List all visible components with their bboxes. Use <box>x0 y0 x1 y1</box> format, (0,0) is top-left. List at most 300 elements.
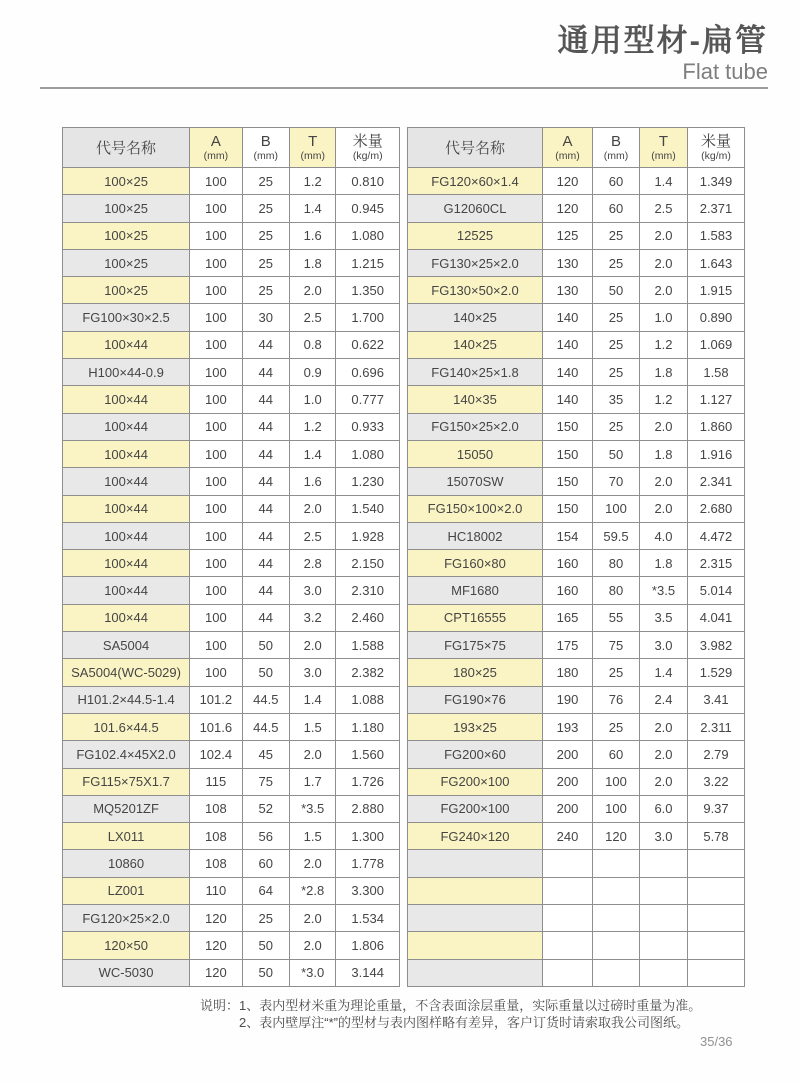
cell-code-name: MF1680 <box>408 577 543 604</box>
cell-code-name: 100×25 <box>63 222 190 249</box>
table-row <box>63 277 400 304</box>
cell-weight: 0.696 <box>336 359 400 386</box>
cell-weight <box>688 850 745 877</box>
cell-b: 25 <box>242 277 289 304</box>
cell-weight: 0.933 <box>336 413 400 440</box>
table-row <box>63 550 400 577</box>
cell-code-name: 15070SW <box>408 468 543 495</box>
cell-a: 100 <box>190 440 242 467</box>
cell-b: 59.5 <box>593 522 640 549</box>
cell-t: 1.8 <box>640 359 688 386</box>
table-row <box>63 959 400 986</box>
cell-weight: 3.982 <box>688 632 745 659</box>
cell-weight: 0.777 <box>336 386 400 413</box>
cell-code-name: HC18002 <box>408 522 543 549</box>
cell-b: 75 <box>593 632 640 659</box>
cell-code-name: 100×44 <box>63 550 190 577</box>
table-row <box>63 222 400 249</box>
cell-code-name <box>408 905 543 932</box>
cell-b <box>593 877 640 904</box>
cell-b: 25 <box>593 249 640 276</box>
cell-t: 1.7 <box>290 768 336 795</box>
cell-a: 140 <box>543 304 593 331</box>
cell-weight: 1.088 <box>336 686 400 713</box>
cell-t: 2.0 <box>640 277 688 304</box>
cell-a: 120 <box>190 932 242 959</box>
cell-a: 160 <box>543 550 593 577</box>
cell-b: 70 <box>593 468 640 495</box>
cell-t: 1.2 <box>290 168 336 195</box>
cell-t: 3.0 <box>640 823 688 850</box>
cell-weight: 2.79 <box>688 741 745 768</box>
cell-weight: 3.22 <box>688 768 745 795</box>
cell-code-name: 140×25 <box>408 331 543 358</box>
cell-weight: 1.916 <box>688 440 745 467</box>
column-header-code-name: 代号名称 <box>63 128 190 168</box>
page-title-block <box>558 24 768 85</box>
cell-t: 1.2 <box>640 386 688 413</box>
column-header-weight: 米量 (kg/m) <box>336 128 400 168</box>
cell-t: 1.4 <box>640 168 688 195</box>
table-row <box>408 440 745 467</box>
cell-b: 50 <box>593 277 640 304</box>
column-header-b: B (mm) <box>593 128 640 168</box>
cell-a: 100 <box>190 195 242 222</box>
cell-t: 1.8 <box>640 440 688 467</box>
cell-t: 2.0 <box>290 741 336 768</box>
cell-b: 44 <box>242 331 289 358</box>
cell-code-name: FG140×25×1.8 <box>408 359 543 386</box>
table-row <box>63 877 400 904</box>
table-row <box>408 932 745 959</box>
table-row <box>63 659 400 686</box>
table-row <box>63 850 400 877</box>
cell-weight: 1.58 <box>688 359 745 386</box>
cell-code-name: FG102.4×45X2.0 <box>63 741 190 768</box>
cell-t: 1.0 <box>290 386 336 413</box>
cell-weight: 0.810 <box>336 168 400 195</box>
cell-code-name: SA5004(WC-5029) <box>63 659 190 686</box>
cell-weight: 1.529 <box>688 659 745 686</box>
table-row <box>408 795 745 822</box>
cell-t: 2.0 <box>290 632 336 659</box>
cell-code-name: LX011 <box>63 823 190 850</box>
table-row <box>408 168 745 195</box>
cell-t: 1.6 <box>290 222 336 249</box>
cell-weight: 1.080 <box>336 440 400 467</box>
cell-weight: 1.700 <box>336 304 400 331</box>
cell-code-name: FG160×80 <box>408 550 543 577</box>
cell-code-name: FG175×75 <box>408 632 543 659</box>
cell-weight: 5.014 <box>688 577 745 604</box>
cell-b <box>593 905 640 932</box>
cell-weight: 5.78 <box>688 823 745 850</box>
cell-weight: 1.230 <box>336 468 400 495</box>
table-row <box>63 604 400 631</box>
cell-b: 25 <box>593 331 640 358</box>
cell-code-name: G12060CL <box>408 195 543 222</box>
table-row <box>408 959 745 986</box>
cell-a: 140 <box>543 331 593 358</box>
column-header-a: A (mm) <box>543 128 593 168</box>
cell-a: 150 <box>543 440 593 467</box>
cell-b: 60 <box>242 850 289 877</box>
table-header-row <box>63 128 400 168</box>
cell-code-name: FG120×25×2.0 <box>63 905 190 932</box>
cell-t: 2.8 <box>290 550 336 577</box>
cell-a: 108 <box>190 795 242 822</box>
cell-b: 100 <box>593 495 640 522</box>
cell-t: 2.0 <box>640 413 688 440</box>
cell-weight: 0.622 <box>336 331 400 358</box>
table-row <box>63 386 400 413</box>
column-header-b: B (mm) <box>242 128 289 168</box>
cell-a: 154 <box>543 522 593 549</box>
cell-code-name: 101.6×44.5 <box>63 713 190 740</box>
cell-a: 100 <box>190 659 242 686</box>
cell-a: 130 <box>543 249 593 276</box>
cell-b <box>593 959 640 986</box>
cell-b: 120 <box>593 823 640 850</box>
cell-t: *2.8 <box>290 877 336 904</box>
cell-b: 25 <box>593 659 640 686</box>
cell-weight: 1.915 <box>688 277 745 304</box>
cell-t <box>640 959 688 986</box>
cell-weight: 1.080 <box>336 222 400 249</box>
cell-b: 55 <box>593 604 640 631</box>
table-row <box>408 905 745 932</box>
cell-code-name: FG240×120 <box>408 823 543 850</box>
cell-weight <box>688 905 745 932</box>
cell-t: 1.4 <box>640 659 688 686</box>
cell-code-name: 180×25 <box>408 659 543 686</box>
table-row <box>408 768 745 795</box>
cell-t: 2.0 <box>640 468 688 495</box>
cell-b: 64 <box>242 877 289 904</box>
cell-weight: 1.540 <box>336 495 400 522</box>
cell-code-name: CPT16555 <box>408 604 543 631</box>
table-row <box>408 659 745 686</box>
spec-tables <box>62 127 745 987</box>
cell-t: 3.0 <box>290 577 336 604</box>
cell-t <box>640 877 688 904</box>
cell-t: 2.0 <box>640 741 688 768</box>
page-title: 通用型材-扁管 <box>557 23 768 58</box>
cell-a: 140 <box>543 359 593 386</box>
cell-a: 200 <box>543 768 593 795</box>
cell-a: 180 <box>543 659 593 686</box>
table-row <box>63 823 400 850</box>
cell-code-name: 120×50 <box>63 932 190 959</box>
cell-t: 3.0 <box>290 659 336 686</box>
table-row <box>63 249 400 276</box>
cell-code-name: 100×44 <box>63 386 190 413</box>
cell-b: 44 <box>242 604 289 631</box>
cell-code-name: FG200×100 <box>408 768 543 795</box>
cell-b: 50 <box>593 440 640 467</box>
cell-weight: 1.349 <box>688 168 745 195</box>
cell-t: 2.0 <box>290 495 336 522</box>
cell-code-name: 140×35 <box>408 386 543 413</box>
cell-t: 2.0 <box>640 222 688 249</box>
cell-t <box>640 932 688 959</box>
cell-code-name: FG200×100 <box>408 795 543 822</box>
cell-code-name: 100×44 <box>63 440 190 467</box>
table-header-row <box>408 128 745 168</box>
cell-b: 50 <box>242 959 289 986</box>
cell-a: 101.2 <box>190 686 242 713</box>
cell-b: 45 <box>242 741 289 768</box>
table-row <box>408 823 745 850</box>
cell-t: 1.4 <box>290 440 336 467</box>
cell-code-name: 100×44 <box>63 522 190 549</box>
cell-a <box>543 959 593 986</box>
cell-t: *3.5 <box>290 795 336 822</box>
table-row <box>408 249 745 276</box>
cell-code-name: FG120×60×1.4 <box>408 168 543 195</box>
cell-t <box>640 905 688 932</box>
cell-t <box>640 850 688 877</box>
cell-weight: 0.890 <box>688 304 745 331</box>
cell-weight: 1.180 <box>336 713 400 740</box>
cell-a: 190 <box>543 686 593 713</box>
cell-a: 120 <box>190 905 242 932</box>
header-divider <box>40 87 768 89</box>
cell-t: 2.0 <box>290 905 336 932</box>
cell-weight: 2.371 <box>688 195 745 222</box>
cell-b: 80 <box>593 550 640 577</box>
cell-a: 100 <box>190 168 242 195</box>
table-row <box>408 222 745 249</box>
cell-weight <box>688 959 745 986</box>
cell-code-name: FG130×25×2.0 <box>408 249 543 276</box>
cell-weight: 1.215 <box>336 249 400 276</box>
cell-a: 120 <box>543 168 593 195</box>
cell-t: 1.2 <box>290 413 336 440</box>
cell-b: 50 <box>242 632 289 659</box>
table-row <box>408 277 745 304</box>
cell-code-name: 193×25 <box>408 713 543 740</box>
cell-t: 0.8 <box>290 331 336 358</box>
table-row <box>63 632 400 659</box>
cell-code-name: LZ001 <box>63 877 190 904</box>
footnote-lines <box>239 997 701 1031</box>
cell-t: 1.6 <box>290 468 336 495</box>
table-row <box>408 686 745 713</box>
cell-code-name: 100×44 <box>63 331 190 358</box>
table-row <box>408 304 745 331</box>
cell-a: 150 <box>543 468 593 495</box>
cell-code-name: 100×44 <box>63 577 190 604</box>
cell-a: 101.6 <box>190 713 242 740</box>
cell-weight: 1.069 <box>688 331 745 358</box>
table-row <box>63 768 400 795</box>
table-row <box>63 304 400 331</box>
cell-b: 76 <box>593 686 640 713</box>
cell-b <box>593 932 640 959</box>
cell-t: 2.4 <box>640 686 688 713</box>
cell-weight: 4.472 <box>688 522 745 549</box>
column-header-weight: 米量 (kg/m) <box>688 128 745 168</box>
cell-b: 25 <box>593 413 640 440</box>
column-header-t: T (mm) <box>640 128 688 168</box>
footnote-line: 1、表内型材米重为理论重量，不含表面涂层重量，实际重量以过磅时重量为准。 <box>239 998 702 1013</box>
cell-a: 100 <box>190 495 242 522</box>
table-row <box>408 877 745 904</box>
cell-a: 140 <box>543 386 593 413</box>
cell-a: 100 <box>190 359 242 386</box>
cell-code-name <box>408 959 543 986</box>
footnote-label: 说明： <box>200 998 240 1013</box>
footnote-line: 2、表内壁厚注“*”的型材与表内图样略有差异，客户订货时请索取我公司图纸。 <box>239 1015 689 1030</box>
cell-weight: 1.928 <box>336 522 400 549</box>
cell-weight: 2.315 <box>688 550 745 577</box>
cell-t: 2.0 <box>640 713 688 740</box>
cell-a: 100 <box>190 331 242 358</box>
table-row <box>408 741 745 768</box>
cell-t: 1.2 <box>640 331 688 358</box>
cell-weight: 1.127 <box>688 386 745 413</box>
cell-b: 30 <box>242 304 289 331</box>
cell-weight: 1.806 <box>336 932 400 959</box>
cell-b: 25 <box>242 168 289 195</box>
column-header-code-name: 代号名称 <box>408 128 543 168</box>
cell-code-name <box>408 932 543 959</box>
cell-a: 160 <box>543 577 593 604</box>
cell-a <box>543 850 593 877</box>
cell-t: 1.4 <box>290 686 336 713</box>
cell-t: 2.0 <box>290 277 336 304</box>
cell-a: 240 <box>543 823 593 850</box>
cell-b: 35 <box>593 386 640 413</box>
table-row <box>63 359 400 386</box>
cell-a: 100 <box>190 604 242 631</box>
cell-a <box>543 905 593 932</box>
cell-b: 25 <box>242 222 289 249</box>
cell-code-name: 100×44 <box>63 468 190 495</box>
cell-weight: 1.583 <box>688 222 745 249</box>
cell-weight <box>688 877 745 904</box>
table-row <box>408 850 745 877</box>
cell-b: 44 <box>242 495 289 522</box>
cell-b: 52 <box>242 795 289 822</box>
cell-weight: 0.945 <box>336 195 400 222</box>
cell-b: 25 <box>242 905 289 932</box>
table-row <box>408 468 745 495</box>
table-row <box>63 468 400 495</box>
cell-t: 2.0 <box>290 932 336 959</box>
spec-table-right <box>407 127 745 987</box>
table-row <box>408 359 745 386</box>
cell-a: 100 <box>190 468 242 495</box>
cell-b: 25 <box>593 713 640 740</box>
table-row <box>408 386 745 413</box>
cell-t: 1.8 <box>640 550 688 577</box>
cell-t: 3.5 <box>640 604 688 631</box>
cell-b: 60 <box>593 741 640 768</box>
cell-a: 100 <box>190 386 242 413</box>
cell-code-name: SA5004 <box>63 632 190 659</box>
cell-b: 50 <box>242 932 289 959</box>
cell-a: 100 <box>190 304 242 331</box>
cell-weight: 2.150 <box>336 550 400 577</box>
column-header-a: A (mm) <box>190 128 242 168</box>
cell-t: 2.0 <box>640 495 688 522</box>
cell-a: 100 <box>190 249 242 276</box>
table-row <box>63 932 400 959</box>
cell-b: 44 <box>242 440 289 467</box>
cell-weight: 1.778 <box>336 850 400 877</box>
cell-code-name: FG115×75X1.7 <box>63 768 190 795</box>
table-row <box>63 331 400 358</box>
cell-a: 130 <box>543 277 593 304</box>
cell-a: 200 <box>543 795 593 822</box>
table-row <box>63 413 400 440</box>
cell-t: 2.5 <box>640 195 688 222</box>
cell-t: 1.5 <box>290 713 336 740</box>
cell-t: 2.5 <box>290 304 336 331</box>
table-row <box>408 195 745 222</box>
table-row <box>408 577 745 604</box>
cell-t: 3.0 <box>640 632 688 659</box>
cell-weight: 4.041 <box>688 604 745 631</box>
cell-b: 25 <box>593 359 640 386</box>
cell-b: 56 <box>242 823 289 850</box>
cell-a <box>543 932 593 959</box>
cell-code-name: FG100×30×2.5 <box>63 304 190 331</box>
cell-b: 44 <box>242 468 289 495</box>
cell-code-name: 100×25 <box>63 195 190 222</box>
cell-a: 150 <box>543 495 593 522</box>
cell-a: 100 <box>190 277 242 304</box>
cell-code-name: FG150×100×2.0 <box>408 495 543 522</box>
cell-code-name: 12525 <box>408 222 543 249</box>
cell-b: 80 <box>593 577 640 604</box>
footnotes <box>200 997 701 1031</box>
cell-weight: 2.382 <box>336 659 400 686</box>
cell-code-name: 140×25 <box>408 304 543 331</box>
cell-t: 2.5 <box>290 522 336 549</box>
cell-code-name: 100×25 <box>63 277 190 304</box>
table-row <box>63 168 400 195</box>
cell-weight: 2.680 <box>688 495 745 522</box>
cell-code-name: FG200×60 <box>408 741 543 768</box>
cell-weight: 3.41 <box>688 686 745 713</box>
table-row <box>63 713 400 740</box>
table-row <box>408 522 745 549</box>
table-row <box>63 577 400 604</box>
table-row <box>63 686 400 713</box>
cell-code-name: 10860 <box>63 850 190 877</box>
cell-a: 100 <box>190 222 242 249</box>
cell-weight: 1.300 <box>336 823 400 850</box>
cell-a: 150 <box>543 413 593 440</box>
cell-code-name <box>408 877 543 904</box>
cell-weight: 1.350 <box>336 277 400 304</box>
table-row <box>408 495 745 522</box>
cell-b: 44 <box>242 386 289 413</box>
cell-code-name: WC-5030 <box>63 959 190 986</box>
cell-b: 44.5 <box>242 713 289 740</box>
cell-b: 60 <box>593 168 640 195</box>
table-row <box>408 413 745 440</box>
cell-weight: 1.860 <box>688 413 745 440</box>
cell-b: 25 <box>242 195 289 222</box>
table-row <box>63 195 400 222</box>
cell-weight: 1.726 <box>336 768 400 795</box>
cell-b: 25 <box>593 222 640 249</box>
cell-a: 193 <box>543 713 593 740</box>
